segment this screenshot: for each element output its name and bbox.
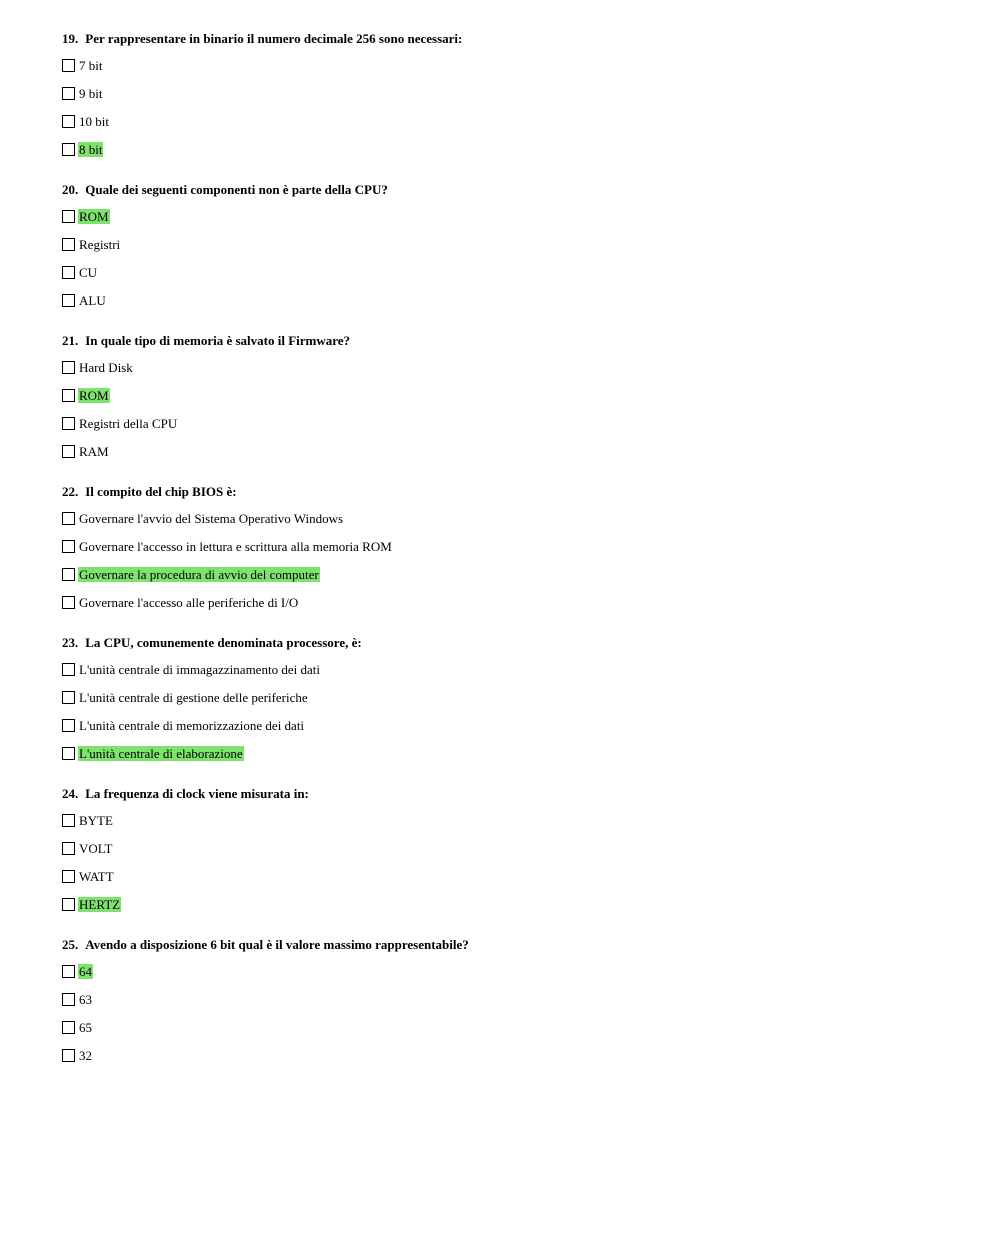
option-item[interactable] [62, 868, 962, 885]
option-label: 64 [79, 964, 92, 979]
option-list [62, 661, 962, 762]
option-label: ROM [79, 209, 109, 224]
option-list [62, 812, 962, 913]
checkbox[interactable] [62, 512, 75, 525]
option-item[interactable] [62, 208, 962, 225]
option-label: 10 bit [79, 113, 109, 129]
question-text: Per rappresentare in binario il numero decimale 256 sono necessari: [85, 31, 463, 46]
option-item[interactable] [62, 812, 962, 829]
option-label: HERTZ [79, 896, 121, 912]
option-item[interactable] [62, 1047, 962, 1064]
question-21 [62, 333, 962, 471]
question-text: La frequenza di clock viene misurata in: [85, 786, 309, 801]
checkbox[interactable] [62, 898, 75, 911]
question-25 [62, 937, 962, 1075]
checkbox[interactable] [62, 210, 75, 223]
question-title [62, 182, 962, 198]
option-label: Governare l'accesso alle periferiche di I/O [79, 594, 299, 610]
checkbox[interactable] [62, 663, 75, 676]
option-list [62, 208, 962, 309]
question-19 [62, 31, 962, 169]
question-text: In quale tipo di memoria è salvato il Firmware? [85, 333, 351, 348]
option-item[interactable] [62, 1019, 962, 1036]
option-label: Governare l'accesso in lettura e scrittura alla memoria ROM [79, 538, 392, 554]
option-item[interactable] [62, 538, 962, 555]
option-label: VOLT [79, 840, 113, 856]
option-item[interactable] [62, 113, 962, 130]
question-title [62, 333, 962, 349]
question-number: 19. [62, 31, 79, 46]
option-label: L'unità centrale di gestione delle periferiche [79, 689, 308, 705]
option-item[interactable] [62, 443, 962, 460]
option-item[interactable] [62, 57, 962, 74]
question-number: 21. [62, 333, 79, 348]
option-item[interactable] [62, 292, 962, 309]
option-item[interactable] [62, 745, 962, 762]
checkbox[interactable] [62, 238, 75, 251]
checkbox[interactable] [62, 993, 75, 1006]
checkbox[interactable] [62, 814, 75, 827]
question-24 [62, 786, 962, 924]
option-item[interactable] [62, 717, 962, 734]
option-item[interactable] [62, 594, 962, 611]
question-number: 23. [62, 635, 79, 650]
option-item[interactable] [62, 510, 962, 527]
checkbox[interactable] [62, 1049, 75, 1062]
option-list [62, 57, 962, 158]
option-label: L'unità centrale di immagazzinamento dei dati [79, 662, 320, 677]
option-item[interactable] [62, 566, 962, 583]
question-text: Quale dei seguenti componenti non è parte della CPU? [85, 182, 388, 197]
option-label: ROM [79, 387, 109, 403]
checkbox[interactable] [62, 445, 75, 458]
question-number: 25. [62, 937, 79, 952]
option-label: Governare l'avvio del Sistema Operativo Windows [79, 511, 344, 526]
option-label: Registri [79, 236, 121, 252]
option-item[interactable] [62, 415, 962, 432]
option-list [62, 510, 962, 611]
checkbox[interactable] [62, 115, 75, 128]
option-item[interactable] [62, 85, 962, 102]
checkbox[interactable] [62, 294, 75, 307]
option-item[interactable] [62, 387, 962, 404]
option-item[interactable] [62, 689, 962, 706]
option-list [62, 963, 962, 1064]
option-item[interactable] [62, 896, 962, 913]
checkbox[interactable] [62, 747, 75, 760]
checkbox[interactable] [62, 361, 75, 374]
option-item[interactable] [62, 141, 962, 158]
question-22 [62, 484, 962, 622]
checkbox[interactable] [62, 266, 75, 279]
question-title [62, 786, 962, 802]
option-label: 32 [79, 1047, 92, 1063]
option-label: WATT [79, 868, 114, 884]
question-number: 24. [62, 786, 79, 801]
option-label: 8 bit [79, 141, 103, 157]
checkbox[interactable] [62, 870, 75, 883]
option-label: Registri della CPU [79, 415, 178, 431]
option-label: CU [79, 264, 98, 280]
option-item[interactable] [62, 963, 962, 980]
option-label: Governare la procedura di avvio del computer [79, 566, 319, 582]
option-label: BYTE [79, 813, 113, 828]
question-title [62, 635, 962, 651]
question-23 [62, 635, 962, 773]
checkbox[interactable] [62, 965, 75, 978]
question-text: La CPU, comunemente denominata processore, è: [85, 635, 362, 650]
question-title [62, 937, 962, 953]
option-item[interactable] [62, 840, 962, 857]
option-item[interactable] [62, 264, 962, 281]
checkbox[interactable] [62, 87, 75, 100]
checkbox[interactable] [62, 417, 75, 430]
question-title [62, 31, 962, 47]
checkbox[interactable] [62, 143, 75, 156]
option-item[interactable] [62, 359, 962, 376]
option-label: Hard Disk [79, 360, 133, 375]
option-list [62, 359, 962, 460]
option-item[interactable] [62, 661, 962, 678]
checkbox[interactable] [62, 596, 75, 609]
option-label: 63 [79, 991, 92, 1007]
checkbox[interactable] [62, 59, 75, 72]
checkbox[interactable] [62, 842, 75, 855]
checkbox[interactable] [62, 691, 75, 704]
option-label: ALU [79, 292, 106, 308]
question-number: 22. [62, 484, 79, 499]
option-label: RAM [79, 443, 109, 459]
option-item[interactable] [62, 236, 962, 253]
checkbox[interactable] [62, 568, 75, 581]
option-label: 65 [79, 1019, 92, 1035]
option-label: L'unità centrale di memorizzazione dei dati [79, 717, 305, 733]
checkbox[interactable] [62, 719, 75, 732]
option-label: L'unità centrale di elaborazione [79, 745, 243, 761]
option-label: 7 bit [79, 58, 103, 73]
question-title [62, 484, 962, 500]
question-text: Il compito del chip BIOS è: [85, 484, 237, 499]
checkbox[interactable] [62, 389, 75, 402]
checkbox[interactable] [62, 540, 75, 553]
question-20 [62, 182, 962, 320]
question-number: 20. [62, 182, 79, 197]
option-item[interactable] [62, 991, 962, 1008]
question-text: Avendo a disposizione 6 bit qual è il valore massimo rappresentabile? [85, 937, 469, 952]
option-label: 9 bit [79, 85, 103, 101]
checkbox[interactable] [62, 1021, 75, 1034]
